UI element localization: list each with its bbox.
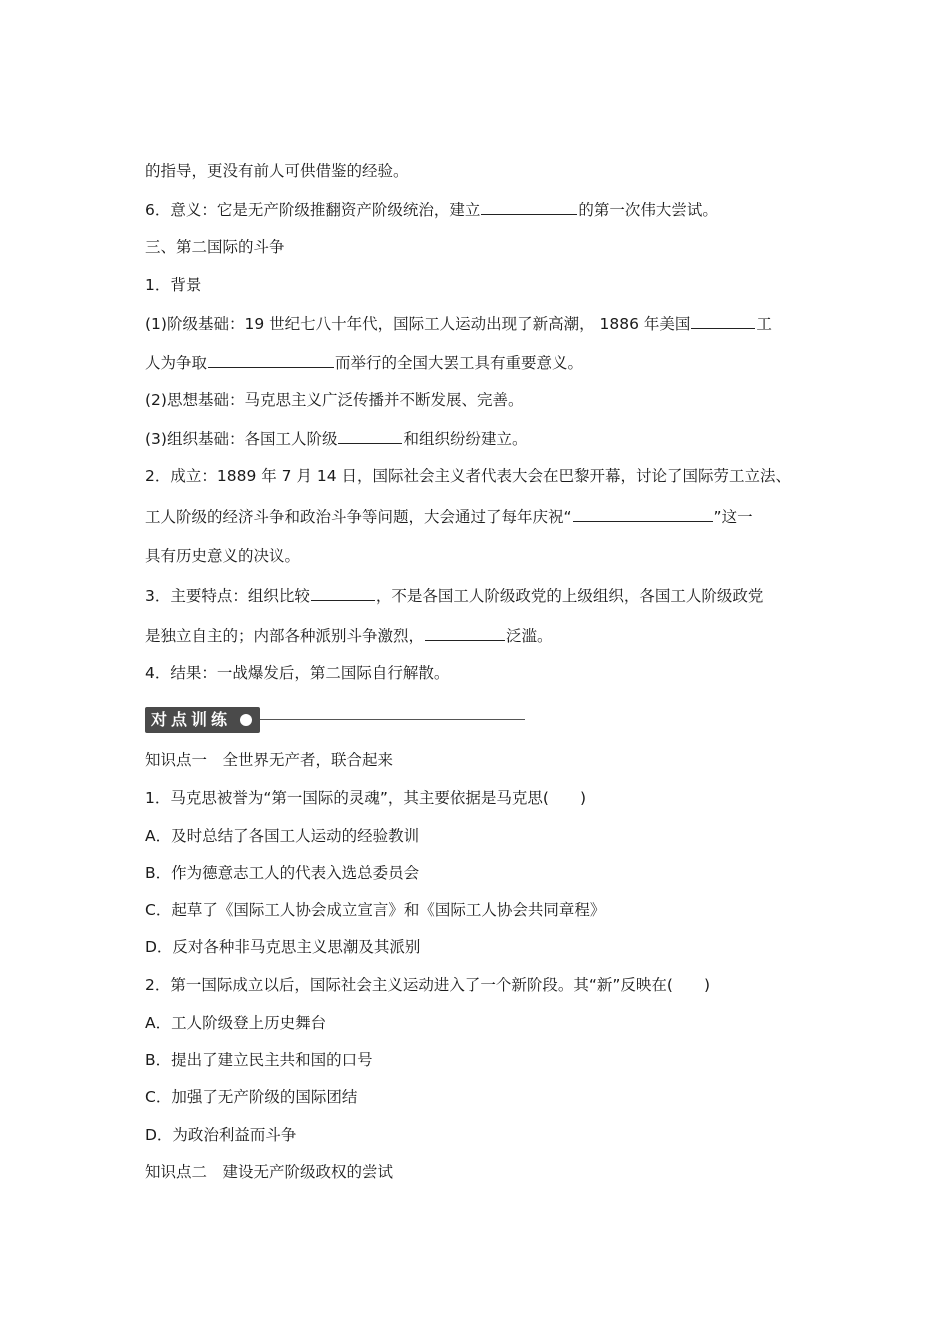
text-line — [145, 545, 830, 567]
question-2-option-c[interactable] — [145, 1086, 830, 1108]
text-line-class-basis — [145, 312, 830, 335]
text-span: 知识点二 建设无产阶级政权的尝试 — [145, 1163, 394, 1181]
subsection-heading — [145, 274, 830, 296]
text-span: 人为争取 — [145, 354, 208, 372]
text-span: 1．背景 — [145, 276, 202, 294]
text-span: ，不是各国工人阶级政党的上级组织，各国工人阶级政党 — [375, 587, 764, 605]
text-span: 6．意义：它是无产阶级推翻资产阶级统治，建立 — [145, 201, 481, 219]
banner-label: 对点训练 — [151, 710, 232, 729]
fill-blank[interactable] — [573, 505, 713, 522]
question-2 — [145, 974, 830, 996]
text-span: 是独立自主的；内部各种派别斗争激烈， — [145, 627, 425, 645]
text-span: A．工人阶级登上历史舞台 — [145, 1014, 327, 1032]
text-span: D．反对各种非马克思主义思潮及其派别 — [145, 938, 421, 956]
banner-rule — [260, 719, 525, 720]
text-span: 和组织纷纷建立。 — [403, 430, 528, 448]
text-span: 泛滥。 — [506, 627, 553, 645]
text-span: (3)组织基础：各国工人阶级 — [145, 430, 338, 448]
knowledge-point-heading — [145, 1161, 830, 1183]
question-2-option-a[interactable] — [145, 1012, 830, 1034]
text-span: 三、第二国际的斗争 — [145, 238, 285, 256]
question-1 — [145, 787, 830, 809]
text-span: 具有历史意义的决议。 — [145, 547, 301, 565]
text-span: C．加强了无产阶级的国际团结 — [145, 1088, 358, 1106]
section-heading — [145, 236, 830, 258]
knowledge-point-heading — [145, 749, 830, 771]
practice-banner — [145, 707, 525, 733]
text-line-organization-basis — [145, 427, 830, 450]
text-span: 的第一次伟大尝试。 — [578, 201, 718, 219]
text-span: 1．马克思被誉为“第一国际的灵魂”，其主要依据是马克思( ) — [145, 789, 587, 807]
text-span: B．作为德意志工人的代表入选总委员会 — [145, 864, 420, 882]
text-line — [145, 624, 830, 647]
text-line-result — [145, 662, 830, 684]
text-span: C．起草了《国际工人协会成立宣言》和《国际工人协会共同章程》 — [145, 901, 606, 919]
text-span: 工 — [756, 315, 772, 333]
text-span: 的指导，更没有前人可供借鉴的经验。 — [145, 162, 409, 180]
banner-label-box — [145, 707, 260, 733]
question-1-option-b[interactable] — [145, 862, 830, 884]
text-line — [145, 160, 830, 182]
text-span: 3．主要特点：组织比较 — [145, 587, 310, 605]
text-span: (2)思想基础：马克思主义广泛传播并不断发展、完善。 — [145, 391, 524, 409]
fill-blank[interactable] — [481, 198, 577, 215]
text-span: ”这一 — [713, 508, 753, 526]
text-span: A．及时总结了各国工人运动的经验教训 — [145, 827, 420, 845]
circle-dot-icon — [240, 714, 252, 726]
text-span: D．为政治利益而斗争 — [145, 1126, 297, 1144]
text-span: 工人阶级的经济斗争和政治斗争等问题，大会通过了每年庆祝“ — [145, 508, 572, 526]
question-1-option-c[interactable] — [145, 899, 830, 921]
text-span: 2．成立：1889 年 7 月 14 日，国际社会主义者代表大会在巴黎开幕，讨论了国际劳工立法、 — [145, 467, 792, 485]
question-2-option-b[interactable] — [145, 1049, 830, 1071]
text-span: 4．结果：一战爆发后，第二国际自行解散。 — [145, 664, 450, 682]
text-span: (1)阶级基础：19 世纪七八十年代，国际工人运动出现了新高潮， 1886 年美国 — [145, 315, 691, 333]
text-line-ideology-basis — [145, 389, 830, 411]
fill-blank[interactable] — [691, 312, 755, 329]
text-span: 而举行的全国大罢工具有重要意义。 — [335, 354, 584, 372]
fill-blank[interactable] — [425, 624, 505, 641]
fill-blank[interactable] — [311, 584, 375, 601]
text-span: B．提出了建立民主共和国的口号 — [145, 1051, 373, 1069]
fill-blank[interactable] — [338, 427, 402, 444]
text-span: 知识点一 全世界无产者，联合起来 — [145, 751, 394, 769]
fill-blank[interactable] — [208, 351, 334, 368]
text-line-significance — [145, 198, 830, 221]
question-1-option-a[interactable] — [145, 825, 830, 847]
text-line-founding — [145, 465, 830, 487]
text-line-features — [145, 584, 830, 607]
text-span: 2．第一国际成立以后，国际社会主义运动进入了一个新阶段。其“新”反映在( ) — [145, 976, 711, 994]
question-2-option-d[interactable] — [145, 1124, 830, 1146]
text-line — [145, 505, 830, 528]
question-1-option-d[interactable] — [145, 936, 830, 958]
text-line — [145, 351, 830, 374]
